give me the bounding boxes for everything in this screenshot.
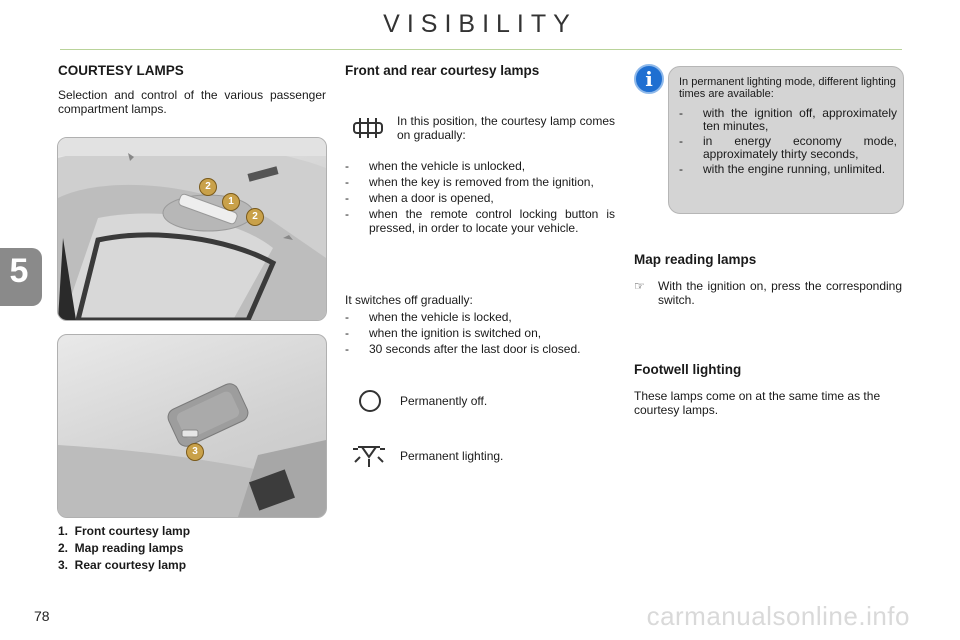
permanently-off-label: Permanently off.: [400, 394, 488, 408]
figure-legend: [58, 523, 190, 574]
off-intro: It switches off gradually:: [345, 293, 473, 307]
list-item: - when the ignition is switched on,: [345, 326, 615, 340]
section-intro: Selection and control of the various passenger compartment lamps.: [58, 88, 326, 116]
lamp-on-icon: [350, 441, 388, 474]
callout-badge: 2: [246, 208, 264, 226]
section-title-footwell: Footwell lighting: [634, 362, 742, 377]
footer-watermark: carmanualsonline.info: [646, 601, 910, 631]
page-number: 78: [34, 608, 50, 624]
list-item: - with the ignition off, approximately ten minutes,: [679, 107, 897, 133]
off-conditions-list: [345, 310, 615, 358]
rear-lamp-photo: [57, 334, 327, 518]
callout-badge: 3: [186, 443, 204, 461]
rear-lamp-illustration: [58, 335, 326, 517]
list-item: - when the key is removed from the ignition,: [345, 175, 615, 189]
front-lamps-photo: [57, 137, 327, 321]
list-item: - in energy economy mode, approximately thirty seconds,: [679, 135, 897, 161]
list-item: - 30 seconds after the last door is closed.: [345, 342, 615, 356]
header-divider: [60, 49, 902, 50]
permanent-lighting-label: Permanent lighting.: [400, 449, 504, 463]
list-item: - when the remote control locking button is pressed, in order to locate your vehicle.: [345, 207, 615, 235]
section-title-map-reading: Map reading lamps: [634, 252, 757, 267]
lamp-off-circle-icon: [357, 388, 383, 419]
callout-badge: 2: [199, 178, 217, 196]
list-item: - when the vehicle is locked,: [345, 310, 615, 324]
info-icon: i: [634, 64, 664, 94]
page-title: VISIBILITY: [383, 10, 577, 38]
list-item: - with the engine running, unlimited.: [679, 163, 897, 176]
on-conditions-list: [345, 159, 615, 237]
courtesy-lamp-gradual-icon: [350, 116, 386, 145]
map-reading-text: With the ignition on, press the corresponding switch.: [658, 279, 902, 307]
info-intro: In permanent lighting mode, different lighting times are available:: [679, 76, 896, 100]
front-lamps-illustration: [58, 138, 326, 320]
section-title-front-rear-courtesy: Front and rear courtesy lamps: [345, 63, 540, 78]
legend-item: 1. Front courtesy lamp: [58, 524, 191, 538]
legend-item: 2. Map reading lamps: [58, 541, 184, 555]
gradual-text: In this position, the courtesy lamp comes on gradually:: [397, 114, 615, 142]
footwell-text: These lamps come on at the same time as the courtesy lamps.: [634, 389, 881, 417]
info-list: [679, 107, 897, 178]
chapter-number: 5: [9, 252, 29, 290]
list-item: - when the vehicle is unlocked,: [345, 159, 615, 173]
list-item: - when a door is opened,: [345, 191, 615, 205]
callout-badge: 1: [222, 193, 240, 211]
pointing-hand-icon: ☞: [634, 279, 645, 293]
section-title-courtesy-lamps: COURTESY LAMPS: [58, 63, 184, 78]
legend-item: 3. Rear courtesy lamp: [58, 558, 187, 572]
info-box: [668, 66, 904, 214]
